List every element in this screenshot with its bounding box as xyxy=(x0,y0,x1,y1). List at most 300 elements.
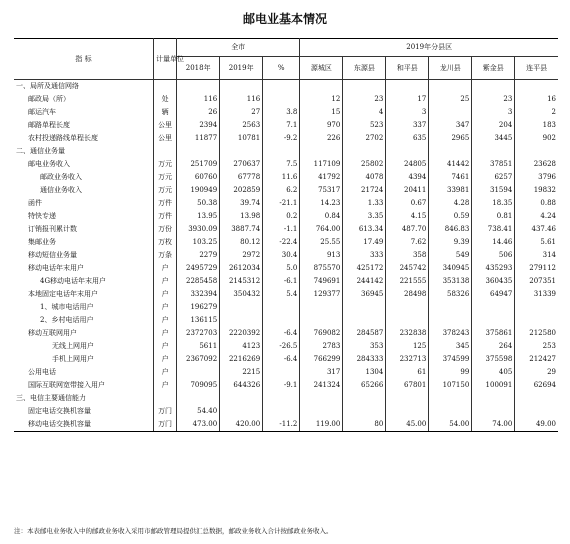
row-unit: 万元 xyxy=(153,184,176,197)
row-value-cell: 2372703 xyxy=(177,327,220,340)
col-pct-header: % xyxy=(263,57,300,80)
row-value-cell xyxy=(429,106,472,119)
row-value-cell xyxy=(472,392,515,405)
row-value-cell xyxy=(386,145,429,158)
row-value-cell: 18.35 xyxy=(472,197,515,210)
row-value-cell: 232838 xyxy=(386,327,429,340)
row-value-cell: 4.24 xyxy=(540,212,556,220)
row-value-cell: 435293 xyxy=(472,262,515,275)
row-value-cell: 17.49 xyxy=(343,236,386,249)
row-value-cell: 2145312 xyxy=(220,275,263,288)
row-value-cell: 7461 xyxy=(429,171,472,184)
row-value-cell xyxy=(429,392,472,405)
row-indicator-name: 通信业务收入 xyxy=(14,184,153,197)
row-value-cell xyxy=(472,301,515,314)
row-value-cell: 4 xyxy=(343,106,386,119)
row-value-cell xyxy=(263,145,300,158)
row-value-cell: 4394 xyxy=(386,171,429,184)
row-value-cell: 11.6 xyxy=(263,171,300,184)
row-value-cell: 80.12 xyxy=(220,236,263,249)
row-value-cell: -9.1 xyxy=(263,379,300,392)
row-value-cell xyxy=(220,145,263,158)
row-indicator-name: 集邮业务 xyxy=(14,236,153,249)
table-row xyxy=(14,327,558,340)
row-value-cell: 5.0 xyxy=(263,262,300,275)
row-value-cell xyxy=(220,392,263,405)
row-value-cell: 487.70 xyxy=(386,223,429,236)
row-value-cell xyxy=(429,314,472,327)
row-value-cell: 0.88 xyxy=(540,199,556,207)
row-value-cell: 37851 xyxy=(472,158,515,171)
row-value-cell: 2367092 xyxy=(177,353,220,366)
row-value-cell: 2972 xyxy=(220,249,263,262)
row-value-cell: 13.95 xyxy=(177,210,220,223)
row-unit: 辆 xyxy=(153,106,176,119)
row-value-cell: 902 xyxy=(542,134,556,142)
table-row xyxy=(14,314,558,327)
row-value-cell: -1.1 xyxy=(263,223,300,236)
row-value-cell: 62694 xyxy=(533,381,556,389)
row-value-cell: 405 xyxy=(472,366,515,379)
col-zijin-header: 紫金县 xyxy=(472,57,515,80)
row-value-cell xyxy=(515,80,558,94)
row-value-cell: 28498 xyxy=(386,288,429,301)
row-value-cell: 3 xyxy=(386,106,429,119)
row-value-cell: 2220392 xyxy=(220,327,263,340)
row-value-cell xyxy=(386,405,429,418)
row-unit: 万元 xyxy=(153,171,176,184)
table-row xyxy=(14,210,558,223)
row-unit: 公里 xyxy=(153,119,176,132)
row-value-cell: 4078 xyxy=(343,171,386,184)
col-2018-header: 2018年 xyxy=(177,57,220,80)
row-value-cell: 100091 xyxy=(472,379,515,392)
row-value-cell: 74.00 xyxy=(472,418,515,432)
row-value-cell: 65266 xyxy=(343,379,386,392)
row-value-cell: 913 xyxy=(300,249,343,262)
row-value-cell: 2394 xyxy=(177,119,220,132)
row-value-cell: 226 xyxy=(300,132,343,145)
row-value-cell: 117109 xyxy=(300,158,343,171)
row-value-cell: 738.41 xyxy=(472,223,515,236)
table-body xyxy=(14,80,558,432)
row-value-cell xyxy=(300,405,343,418)
row-value-cell: 64947 xyxy=(472,288,515,301)
row-value-cell: 253 xyxy=(542,342,556,350)
row-value-cell xyxy=(220,314,263,327)
row-value-cell: 333 xyxy=(343,249,386,262)
city-group-header: 全市 xyxy=(177,39,300,57)
row-value-cell: 67801 xyxy=(386,379,429,392)
row-value-cell: 2 xyxy=(551,108,556,116)
row-value-cell xyxy=(177,392,220,405)
table-row xyxy=(14,171,558,184)
row-value-cell: 25 xyxy=(429,93,472,106)
table-row xyxy=(14,418,558,432)
row-indicator-name: 移动电话年末用户 xyxy=(14,262,153,275)
row-value-cell: 99 xyxy=(429,366,472,379)
row-indicator-name: 无线上网用户 xyxy=(14,340,153,353)
table-row xyxy=(14,275,558,288)
row-value-cell: 353138 xyxy=(429,275,472,288)
row-value-cell: 350432 xyxy=(220,288,263,301)
table-row xyxy=(14,340,558,353)
col-dongyuan-header: 东源县 xyxy=(343,57,386,80)
row-value-cell xyxy=(343,392,386,405)
row-value-cell xyxy=(472,405,515,418)
row-value-cell: 314 xyxy=(542,251,556,259)
row-value-cell: 2285458 xyxy=(177,275,220,288)
row-unit xyxy=(153,145,176,158)
row-value-cell: 116 xyxy=(177,93,220,106)
row-value-cell: 549 xyxy=(429,249,472,262)
row-indicator-name: 三、电信主要通信能力 xyxy=(14,392,153,405)
row-value-cell: 60760 xyxy=(177,171,220,184)
col-2019-header: 2019年 xyxy=(220,57,263,80)
row-value-cell xyxy=(177,366,220,379)
indicator-header: 指 标 xyxy=(14,39,153,80)
row-value-cell: -6.4 xyxy=(263,327,300,340)
row-value-cell: 4.28 xyxy=(429,197,472,210)
row-indicator-name: 国际互联网宽带接入用户 xyxy=(14,379,153,392)
row-value-cell: 2216269 xyxy=(220,353,263,366)
row-unit: 万元 xyxy=(153,158,176,171)
row-value-cell: 125 xyxy=(386,340,429,353)
row-value-cell: 4.15 xyxy=(386,210,429,223)
row-unit: 户 xyxy=(153,288,176,301)
row-indicator-name: 移动电话交换机容量 xyxy=(14,418,153,432)
row-value-cell: -26.5 xyxy=(263,340,300,353)
row-value-cell: 23 xyxy=(472,93,515,106)
row-value-cell xyxy=(429,405,472,418)
row-value-cell xyxy=(515,145,558,158)
row-value-cell: -11.2 xyxy=(263,418,300,432)
row-value-cell: 425172 xyxy=(343,262,386,275)
row-value-cell xyxy=(515,314,558,327)
row-value-cell: 420.00 xyxy=(220,418,263,432)
row-value-cell xyxy=(263,314,300,327)
row-value-cell: 347 xyxy=(429,119,472,132)
row-value-cell: 7.1 xyxy=(263,119,300,132)
row-unit: 万份 xyxy=(153,223,176,236)
row-value-cell: 345 xyxy=(429,340,472,353)
row-value-cell: 17 xyxy=(386,93,429,106)
row-value-cell: 80 xyxy=(343,418,386,432)
row-value-cell xyxy=(220,80,263,94)
row-value-cell: 25802 xyxy=(343,158,386,171)
row-value-cell: -6.1 xyxy=(263,275,300,288)
row-value-cell xyxy=(300,80,343,94)
row-value-cell: 3930.09 xyxy=(177,223,220,236)
row-value-cell xyxy=(263,80,300,94)
row-value-cell: 31339 xyxy=(533,290,556,298)
row-value-cell: 3796 xyxy=(538,173,556,181)
row-value-cell: 26 xyxy=(177,106,220,119)
row-indicator-name: 邮政业务收入 xyxy=(14,171,153,184)
row-value-cell: 7.5 xyxy=(263,158,300,171)
row-value-cell: 129377 xyxy=(300,288,343,301)
row-value-cell xyxy=(472,314,515,327)
row-indicator-name: 公用电话 xyxy=(14,366,153,379)
table-row xyxy=(14,119,558,132)
row-value-cell: 251709 xyxy=(177,158,220,171)
row-unit: 万枚 xyxy=(153,236,176,249)
row-unit: 户 xyxy=(153,301,176,314)
table-row xyxy=(14,80,558,94)
row-unit xyxy=(153,80,176,94)
row-value-cell: 3445 xyxy=(472,132,515,145)
row-value-cell xyxy=(472,80,515,94)
table-row xyxy=(14,106,558,119)
row-value-cell: 3 xyxy=(472,106,515,119)
row-value-cell: 27 xyxy=(220,106,263,119)
row-value-cell: 353 xyxy=(343,340,386,353)
col-yuancheng-header: 源城区 xyxy=(300,57,343,80)
row-value-cell: 13.98 xyxy=(220,210,263,223)
row-value-cell: 49.00 xyxy=(515,418,558,432)
row-value-cell: 764.00 xyxy=(300,223,343,236)
row-value-cell: 6.2 xyxy=(263,184,300,197)
row-value-cell: 0.59 xyxy=(429,210,472,223)
row-value-cell: 58326 xyxy=(429,288,472,301)
row-value-cell: 116 xyxy=(220,93,263,106)
row-value-cell xyxy=(300,145,343,158)
row-value-cell: 54.00 xyxy=(429,418,472,432)
row-value-cell: 67778 xyxy=(220,171,263,184)
row-indicator-name: 移动短信业务量 xyxy=(14,249,153,262)
row-unit: 公里 xyxy=(153,132,176,145)
row-value-cell: 970 xyxy=(300,119,343,132)
row-value-cell: 23 xyxy=(343,93,386,106)
row-value-cell: 635 xyxy=(386,132,429,145)
table-row xyxy=(14,288,558,301)
row-unit: 万条 xyxy=(153,249,176,262)
row-value-cell: 24805 xyxy=(386,158,429,171)
row-value-cell xyxy=(386,301,429,314)
row-value-cell: 241324 xyxy=(300,379,343,392)
row-value-cell xyxy=(300,392,343,405)
row-value-cell: 36945 xyxy=(343,288,386,301)
table-row xyxy=(14,262,558,275)
row-value-cell: 221555 xyxy=(386,275,429,288)
row-value-cell: 41792 xyxy=(300,171,343,184)
col-lianping-header: 连平县 xyxy=(515,57,558,80)
row-value-cell: 264 xyxy=(472,340,515,353)
row-value-cell xyxy=(343,145,386,158)
row-value-cell: 14.46 xyxy=(472,236,515,249)
row-value-cell: 2612034 xyxy=(220,262,263,275)
row-value-cell: 75317 xyxy=(300,184,343,197)
row-value-cell: 279112 xyxy=(529,264,556,272)
row-value-cell: 244142 xyxy=(343,275,386,288)
row-value-cell: 204 xyxy=(472,119,515,132)
row-indicator-name: 手机上网用户 xyxy=(14,353,153,366)
row-unit: 户 xyxy=(153,275,176,288)
row-value-cell: 202859 xyxy=(220,184,263,197)
row-value-cell: 0.84 xyxy=(300,210,343,223)
row-unit: 户 xyxy=(153,314,176,327)
page-title: 邮电业基本情况 xyxy=(242,12,327,26)
row-value-cell xyxy=(515,301,558,314)
row-value-cell: 766299 xyxy=(300,353,343,366)
row-value-cell: 875570 xyxy=(300,262,343,275)
row-value-cell xyxy=(386,392,429,405)
unit-header: 计量单位 xyxy=(153,39,176,80)
row-value-cell: 10781 xyxy=(220,132,263,145)
table-row xyxy=(14,158,558,171)
row-value-cell: 30.4 xyxy=(263,249,300,262)
row-value-cell: 340945 xyxy=(429,262,472,275)
row-value-cell xyxy=(386,314,429,327)
row-unit: 户 xyxy=(153,366,176,379)
row-value-cell: 317 xyxy=(300,366,343,379)
row-value-cell: 136115 xyxy=(177,314,220,327)
row-value-cell: 41442 xyxy=(429,158,472,171)
table-row xyxy=(14,223,558,236)
row-value-cell: 196279 xyxy=(177,301,220,314)
row-value-cell: 506 xyxy=(472,249,515,262)
row-value-cell: 16 xyxy=(547,95,556,103)
row-value-cell xyxy=(263,392,300,405)
row-indicator-name: 本地固定电话年末用户 xyxy=(14,288,153,301)
row-value-cell: 644326 xyxy=(220,379,263,392)
row-indicator-name: 1、城市电话用户 xyxy=(14,301,153,314)
row-value-cell: 5611 xyxy=(177,340,220,353)
row-value-cell: 0.67 xyxy=(386,197,429,210)
row-value-cell: 2279 xyxy=(177,249,220,262)
col-longchuan-header: 龙川县 xyxy=(429,57,472,80)
row-value-cell: 284587 xyxy=(343,327,386,340)
row-unit: 万件 xyxy=(153,210,176,223)
row-value-cell: 375861 xyxy=(472,327,515,340)
row-value-cell: 50.38 xyxy=(177,197,220,210)
row-unit xyxy=(153,392,176,405)
row-value-cell: 103.25 xyxy=(177,236,220,249)
table-row xyxy=(14,379,558,392)
row-value-cell: 61 xyxy=(386,366,429,379)
row-indicator-name: 固定电话交换机容量 xyxy=(14,405,153,418)
row-indicator-name: 农村投递路线单程长度 xyxy=(14,132,153,145)
row-indicator-name: 一、局所及通信网络 xyxy=(14,80,153,94)
row-value-cell: 437.46 xyxy=(531,225,556,233)
row-value-cell xyxy=(177,145,220,158)
row-unit: 万门 xyxy=(153,405,176,418)
row-value-cell: 270637 xyxy=(220,158,263,171)
row-value-cell xyxy=(429,145,472,158)
row-indicator-name: 邮政局（所） xyxy=(14,93,153,106)
row-value-cell xyxy=(300,314,343,327)
row-value-cell: 378243 xyxy=(429,327,472,340)
table-row xyxy=(14,236,558,249)
row-value-cell: 613.34 xyxy=(343,223,386,236)
row-indicator-name: 2、乡村电话用户 xyxy=(14,314,153,327)
row-value-cell: 31594 xyxy=(472,184,515,197)
row-indicator-name: 函件 xyxy=(14,197,153,210)
row-value-cell: 332394 xyxy=(177,288,220,301)
footnote: 注：本表邮电业务收入中的邮政业务收入采用市邮政管理局提供汇总数据，邮政业务收入合计按邮政业务收入。 xyxy=(14,527,333,535)
row-value-cell xyxy=(343,405,386,418)
row-value-cell xyxy=(343,301,386,314)
table-row xyxy=(14,366,558,379)
table-row xyxy=(14,132,558,145)
row-value-cell: 5.4 xyxy=(263,288,300,301)
row-unit: 万件 xyxy=(153,197,176,210)
row-indicator-name: 订销报刊累计数 xyxy=(14,223,153,236)
statistics-table xyxy=(14,38,558,432)
row-indicator-name: 邮电业务收入 xyxy=(14,158,153,171)
row-value-cell: 39.74 xyxy=(220,197,263,210)
row-value-cell: 5.61 xyxy=(540,238,556,246)
row-value-cell: 2702 xyxy=(343,132,386,145)
district-group-header: 2019年分县区 xyxy=(300,39,558,57)
row-value-cell: 284333 xyxy=(343,353,386,366)
row-value-cell: 45.00 xyxy=(386,418,429,432)
row-value-cell: 1304 xyxy=(343,366,386,379)
row-value-cell xyxy=(263,93,300,106)
row-value-cell: 14.23 xyxy=(300,197,343,210)
row-unit: 户 xyxy=(153,327,176,340)
row-value-cell xyxy=(263,301,300,314)
row-unit: 户 xyxy=(153,340,176,353)
row-value-cell xyxy=(220,405,263,418)
row-value-cell xyxy=(300,301,343,314)
row-value-cell: -22.4 xyxy=(263,236,300,249)
row-value-cell: 337 xyxy=(386,119,429,132)
row-value-cell xyxy=(343,314,386,327)
row-value-cell: 25.55 xyxy=(300,236,343,249)
row-value-cell xyxy=(515,405,558,418)
table-row xyxy=(14,93,558,106)
row-value-cell: 2965 xyxy=(429,132,472,145)
row-value-cell: 207351 xyxy=(529,277,556,285)
row-value-cell xyxy=(472,145,515,158)
row-value-cell: 2495729 xyxy=(177,262,220,275)
row-value-cell: 15 xyxy=(300,106,343,119)
row-value-cell: 2563 xyxy=(220,119,263,132)
row-value-cell: 1.33 xyxy=(343,197,386,210)
row-indicator-name: 移动互联网用户 xyxy=(14,327,153,340)
row-indicator-name: 二、通信业务量 xyxy=(14,145,153,158)
row-value-cell: 358 xyxy=(386,249,429,262)
row-value-cell xyxy=(429,80,472,94)
row-value-cell: 374599 xyxy=(429,353,472,366)
row-value-cell: 212427 xyxy=(529,355,556,363)
row-value-cell: 107150 xyxy=(429,379,472,392)
row-value-cell: 23628 xyxy=(533,160,556,168)
row-value-cell: 29 xyxy=(547,368,556,376)
row-unit: 处 xyxy=(153,93,176,106)
row-indicator-name: 邮运汽车 xyxy=(14,106,153,119)
table-row xyxy=(14,197,558,210)
row-value-cell: 6257 xyxy=(472,171,515,184)
row-value-cell xyxy=(263,366,300,379)
col-heping-header: 和平县 xyxy=(386,57,429,80)
row-value-cell: 3887.74 xyxy=(220,223,263,236)
row-value-cell: 523 xyxy=(343,119,386,132)
row-value-cell xyxy=(515,392,558,405)
row-value-cell: 19832 xyxy=(533,186,556,194)
row-value-cell: 709095 xyxy=(177,379,220,392)
row-value-cell xyxy=(386,80,429,94)
row-value-cell: 33981 xyxy=(429,184,472,197)
row-value-cell xyxy=(177,80,220,94)
row-value-cell: 119.00 xyxy=(300,418,343,432)
row-unit: 户 xyxy=(153,262,176,275)
row-value-cell: 7.62 xyxy=(386,236,429,249)
row-value-cell: 4123 xyxy=(220,340,263,353)
row-value-cell xyxy=(343,80,386,94)
row-indicator-name: 邮路单程长度 xyxy=(14,119,153,132)
